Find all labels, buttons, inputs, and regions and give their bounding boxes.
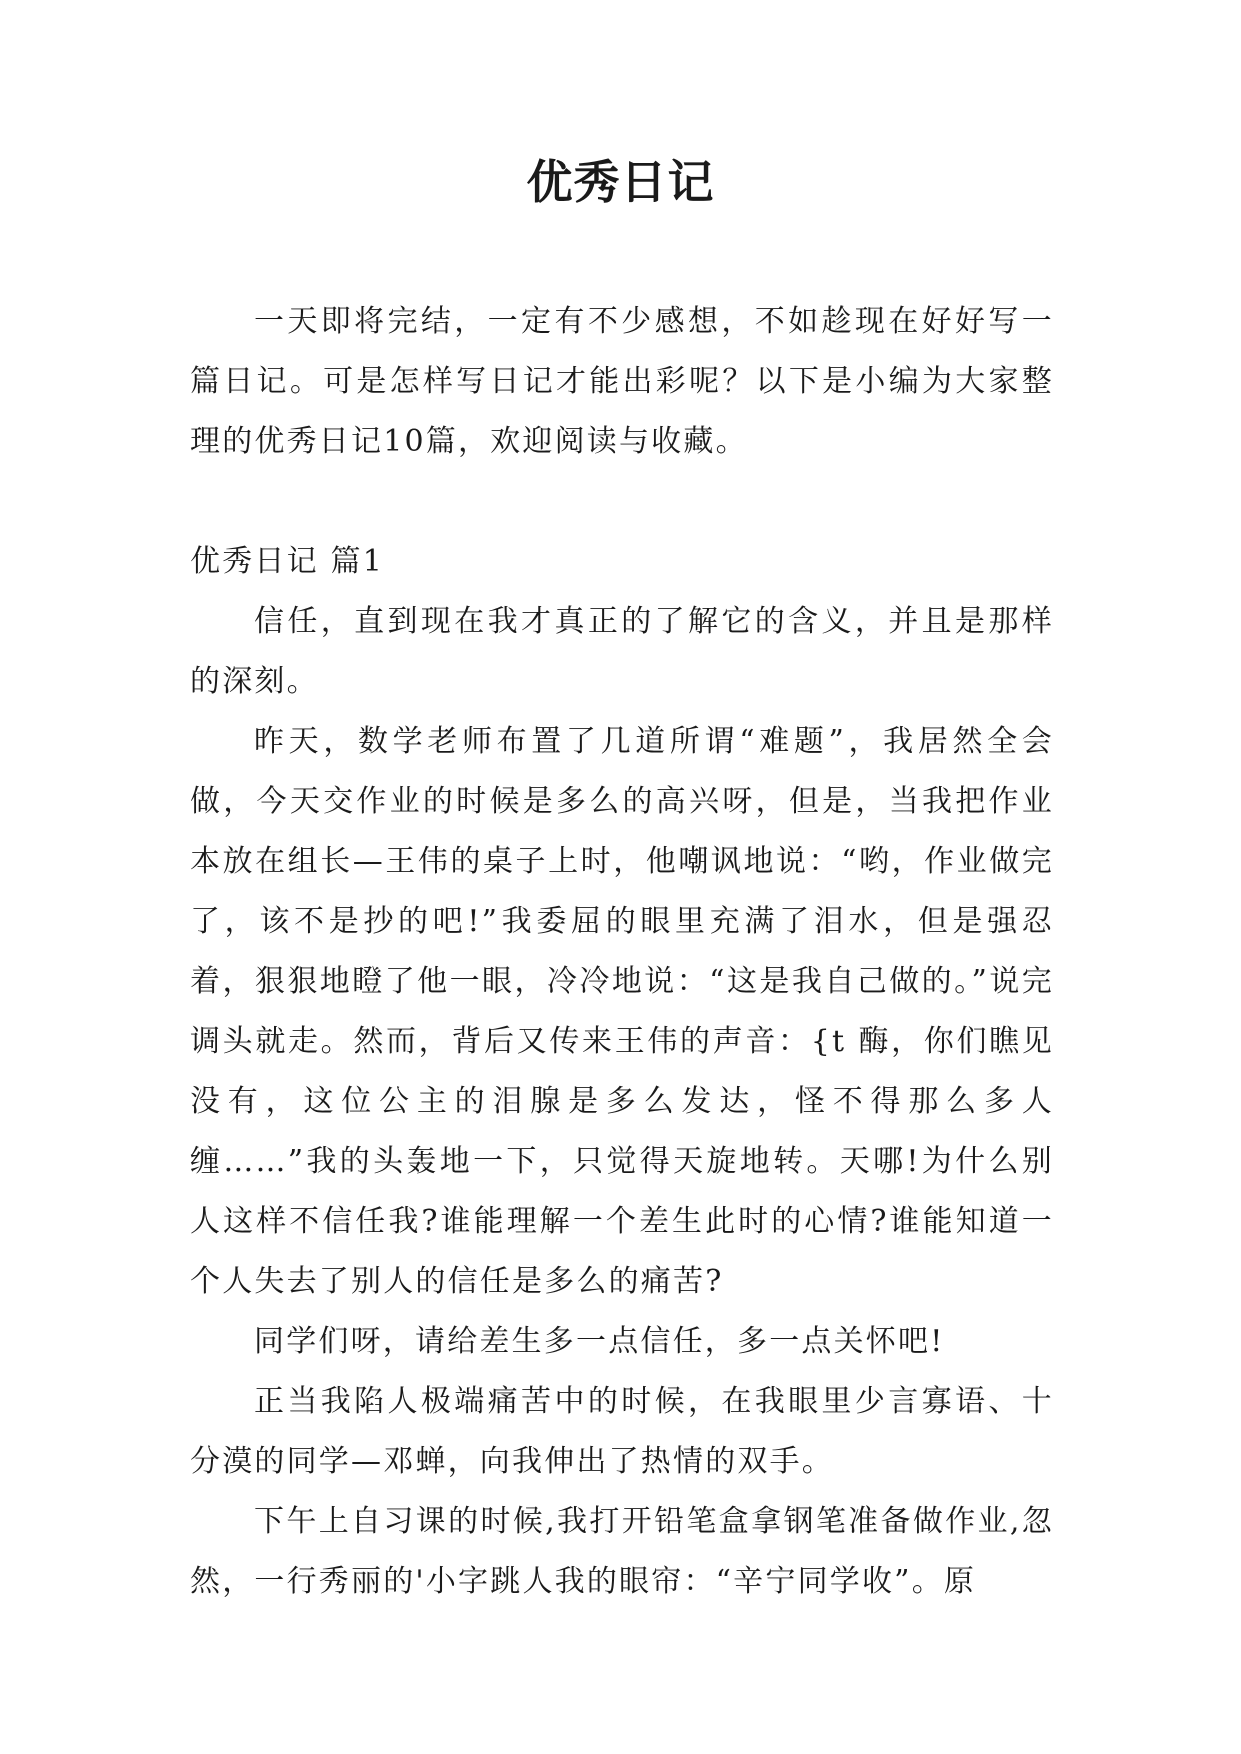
section-gap [190, 472, 1054, 532]
document-title: 优秀日记 [526, 155, 715, 209]
body-paragraph-5: 下午上自习课的时候,我打开铅笔盒拿钢笔准备做作业,忽然，一行秀丽的'小字跳人我的眼帘：“辛宁同学收”。原 [190, 1504, 1054, 1599]
intro-paragraph: 一天即将完结，一定有不少感想，不如趁现在好好写一篇日记。可是怎样写日记才能出彩呢？以下是小编为大家整理的优秀日记10篇，欢迎阅读与收藏。 [190, 304, 1054, 459]
body-paragraph-3: 同学们呀，请给差生多一点信任，多一点关怀吧! [254, 1324, 945, 1359]
body-paragraph-1: 信任，直到现在我才真正的了解它的含义，并且是那样的深刻。 [190, 604, 1054, 699]
body-paragraph-2: 昨天，数学老师布置了几道所谓“难题”，我居然全会做，今天交作业的时候是多么的高兴呀，但是，当我把作业本放在组长—王伟的桌子上时，他嘲讽地说：“哟，作业做完了，该不是抄的吧!”我委屈的眼里充满了泪水，但是强忍着，狠狠地瞪了他一眼，冷冷地说：“这是我自己做的。”说完调头就走。然而，背后又传来王伟的声音：{t 酶，你们瞧见没有，这位公主的泪腺是多么发达，怪不得那么多人缠……”我的头轰地一下，只觉得天旋地转。天哪!为什么别人这样不信任我?谁能理解一个差生此时的心情?谁能知道一个人失去了别人的信任是多么的痛苦? [190, 724, 1054, 1299]
section-heading: 优秀日记 篇1 [190, 544, 385, 579]
document-body [190, 292, 1054, 1612]
body-paragraph-4: 正当我陷人极端痛苦中的时候，在我眼里少言寡语、十分漠的同学—邓蝉，向我伸出了热情的双手。 [190, 1384, 1054, 1479]
